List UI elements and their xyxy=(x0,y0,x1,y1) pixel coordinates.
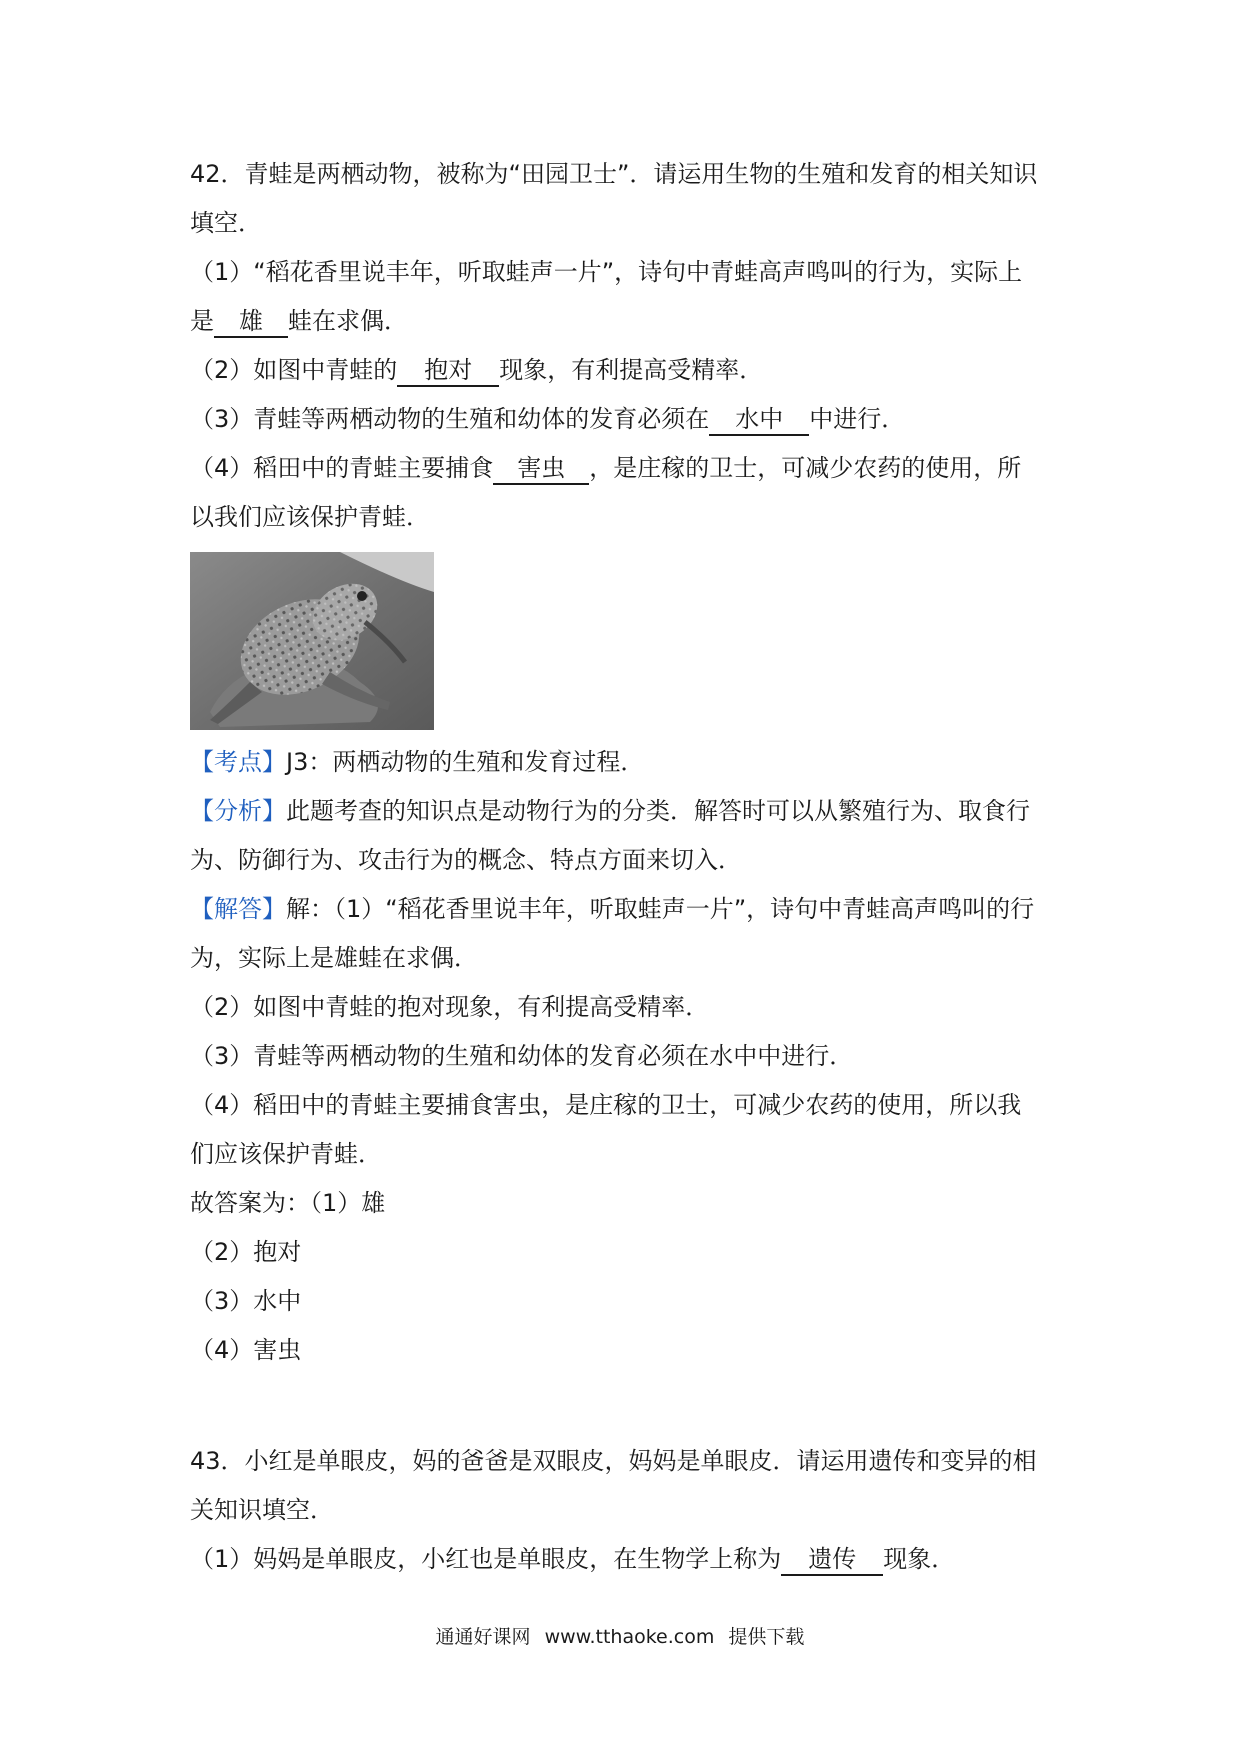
jieda-text-1: 解：（1）“稻花香里说丰年，听取蛙声一片”，诗句中青蛙高声鸣叫的行 xyxy=(286,895,1035,923)
q42-part4-line-2: 以我们应该保护青蛙． xyxy=(190,503,430,531)
fenxi-line-1 xyxy=(190,787,1060,836)
page-footer xyxy=(0,1622,1240,1649)
q42-part2 xyxy=(190,346,1060,395)
q42-part3-answer-blank: 水中 xyxy=(709,404,809,436)
q42-part1-line-1: （1）“稻花香里说丰年，听取蛙声一片”，诗句中青蛙高声鸣叫的行为，实际上 xyxy=(190,258,1023,286)
q42-part4-line-1 xyxy=(190,444,1060,493)
answer-summary-line: 故答案为：（1）雄 xyxy=(190,1189,386,1217)
q42-part4-prefix: （4）稻田中的青蛙主要捕食 xyxy=(190,454,494,482)
q42-part3-prefix: （3）青蛙等两栖动物的生殖和幼体的发育必须在 xyxy=(190,405,710,433)
question-gap xyxy=(190,1375,1060,1437)
q43-part1-prefix: （1）妈妈是单眼皮，小红也是单眼皮，在生物学上称为 xyxy=(190,1545,782,1573)
kaodian-text: J3：两栖动物的生殖和发育过程． xyxy=(286,748,645,776)
answer-4-line: （4）害虫 xyxy=(190,1336,302,1364)
jieda-line-1 xyxy=(190,885,1060,934)
jieda-line-3: （2）如图中青蛙的抱对现象，有利提高受精率． xyxy=(190,993,710,1021)
q42-part2-suffix: 现象，有利提高受精率． xyxy=(499,356,764,384)
q42-part3-suffix: 中进行． xyxy=(809,405,906,433)
q43-stem-line-2: 关知识填空． xyxy=(190,1496,334,1524)
frog-photo-graphic xyxy=(190,552,434,730)
fenxi-line-2: 为、防御行为、攻击行为的概念、特点方面来切入． xyxy=(190,846,742,874)
q43-stem-line-1: 43．小红是单眼皮，妈的爸爸是双眼皮，妈妈是单眼皮．请运用遗传和变异的相 xyxy=(190,1447,1037,1475)
jieda-line-6: 们应该保护青蛙． xyxy=(190,1140,382,1168)
kaodian-line xyxy=(190,738,1060,787)
q42-stem-line-2: 填空． xyxy=(190,209,262,237)
footer-suffix: 提供下载 xyxy=(728,1626,805,1648)
q43-part1 xyxy=(190,1535,1060,1584)
q42-part4-suffix: ，是庄稼的卫士，可减少农药的使用，所 xyxy=(589,454,1022,482)
q42-part1-suffix: 蛙在求偶． xyxy=(288,307,408,335)
jieda-tag: 【解答】 xyxy=(190,895,286,923)
answer-2-line: （2）抱对 xyxy=(190,1238,302,1266)
fenxi-tag: 【分析】 xyxy=(190,797,286,825)
frog-amplexus-photo xyxy=(190,552,434,730)
jieda-line-2: 为，实际上是雄蛙在求偶． xyxy=(190,944,478,972)
jieda-line-4: （3）青蛙等两栖动物的生殖和幼体的发育必须在水中中进行． xyxy=(190,1042,854,1070)
q42-part4-answer-blank: 害虫 xyxy=(493,453,589,485)
q42-part1-answer-blank: 雄 xyxy=(214,306,288,338)
q42-part2-prefix: （2）如图中青蛙的 xyxy=(190,356,398,384)
jieda-line-5: （4）稻田中的青蛙主要捕食害虫，是庄稼的卫士，可减少农药的使用，所以我 xyxy=(190,1091,1022,1119)
q43-part1-suffix: 现象． xyxy=(883,1545,956,1573)
kaodian-tag: 【考点】 xyxy=(190,748,286,776)
fenxi-text-1: 此题考查的知识点是动物行为的分类．解答时可以从繁殖行为、取食行 xyxy=(286,797,1030,825)
footer-url[interactable]: www.tthaoke.com xyxy=(544,1626,715,1648)
q42-stem-line-1: 42．青蛙是两栖动物，被称为“田园卫士”．请运用生物的生殖和发育的相关知识 xyxy=(190,160,1038,188)
q42-part1-prefix: 是 xyxy=(190,307,214,335)
document-body xyxy=(190,150,1060,1584)
q42-part3 xyxy=(190,395,1060,444)
q43-part1-answer-blank: 遗传 xyxy=(781,1544,883,1576)
q42-part2-answer-blank: 抱对 xyxy=(397,355,499,387)
footer-site-name: 通通好课网 xyxy=(435,1626,531,1648)
answer-3-line: （3）水中 xyxy=(190,1287,302,1315)
q42-part1-line-2 xyxy=(190,297,1060,346)
